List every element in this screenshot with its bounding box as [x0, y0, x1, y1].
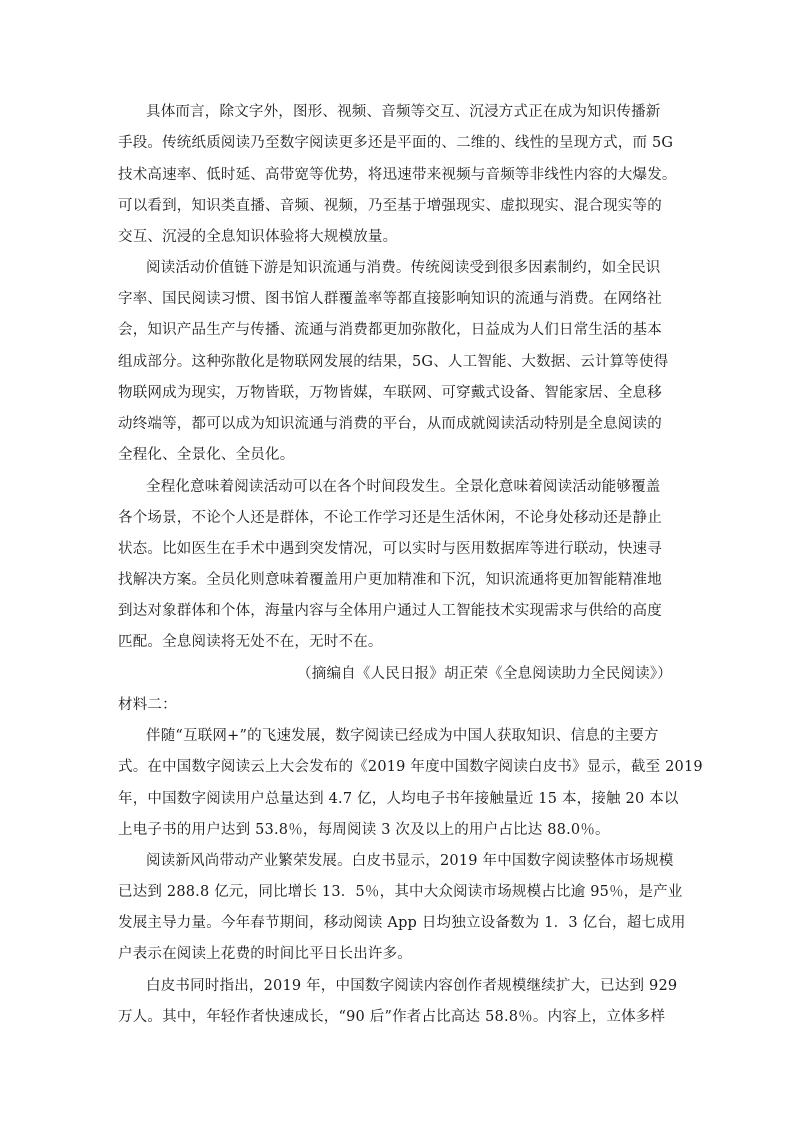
paragraph-line: 手段。传统纸质阅读乃至数字阅读更多还是平面的、二维的、线性的呈现方式，而 5G: [118, 135, 674, 151]
paragraph-line: 状态。比如医生在手术中遇到突发情况，可以实时与医用数据库等进行联动，快速寻: [118, 541, 662, 557]
paragraph-line: 阅读活动价值链下游是知识流通与消费。传统阅读受到很多因素制约，如全民识: [146, 260, 661, 276]
paragraph-line: 交互、沉浸的全息知识体验将大规模放量。: [118, 229, 398, 245]
paragraph-line: 技术高速率、低时延、高带宽等优势，将迅速带来视频与音频等非线性内容的大爆发。: [118, 167, 677, 183]
paragraph-line: 会，知识产品生产与传播、流通与消费都更加弥散化，日益成为人们日常生活的基本: [118, 322, 662, 338]
paragraph-line: 全程化意味着阅读活动可以在各个时间段发生。全景化意味着阅读活动能够覆盖: [146, 479, 661, 495]
paragraph-line: 伴随“互联网+”的飞速发展，数字阅读已经成为中国人获取知识、信息的主要方: [146, 728, 659, 744]
paragraph-line: 万人。其中，年轻作者快速成长，“90 后”作者占比高达 58.8％。内容上，立体多样: [118, 1009, 666, 1025]
paragraph-line: 具体而言，除文字外，图形、视频、音频等交互、沉浸方式正在成为知识传播新: [146, 104, 661, 120]
section-heading: 材料二：: [118, 697, 177, 713]
source-citation: （摘编自《人民日报》胡正荣《全息阅读助力全民阅读》）: [297, 666, 672, 682]
paragraph-line: 上电子书的用户达到 53.8％，每周阅读 3 次及以上的用户占比达 88.0％。: [118, 822, 610, 838]
paragraph-line: 可以看到，知识类直播、音频、视频，乃至基于增强现实、虚拟现实、混合现实等的: [118, 198, 662, 214]
paragraph-line: 组成部分。这种弥散化是物联网发展的结果，5G、人工智能、大数据、云计算等使得: [118, 354, 669, 370]
paragraph-line: 动终端等，都可以成为知识流通与消费的平台，从而成就阅读活动特别是全息阅读的: [118, 416, 662, 432]
paragraph-line: 户表示在阅读上花费的时间比平日长出许多。: [118, 946, 412, 962]
paragraph-line: 到达对象群体和个体，海量内容与全体用户通过人工智能技术实现需求与供给的高度: [118, 603, 662, 619]
paragraph-line: 白皮书同时指出，2019 年，中国数字阅读内容创作者规模继续扩大，已达到 929: [146, 978, 678, 994]
paragraph-line: 匹配。全息阅读将无处不在，无时不在。: [118, 634, 383, 650]
paragraph-line: 式。在中国数字阅读云上大会发布的《2019 年度中国数字阅读白皮书》显示，截至 2019: [118, 759, 703, 775]
paragraph-line: 已达到 288.8 亿元，同比增长 13．5％，其中大众阅读市场规模占比逾 95％，是产业: [118, 884, 683, 900]
paragraph-line: 发展主导力量。今年春节期间，移动阅读 App 日均独立设备数为 1．3 亿台，超七成用: [118, 915, 686, 931]
paragraph-line: 找解决方案。全员化则意味着覆盖用户更加精准和下沉，知识流通将更加智能精准地: [118, 572, 662, 588]
paragraph-line: 年，中国数字阅读用户总量达到 4.7 亿，人均电子书年接触量近 15 本，接触 20 本以: [118, 791, 679, 807]
paragraph-line: 全程化、全景化、全员化。: [118, 447, 295, 463]
paragraph-line: 字率、国民阅读习惯、图书馆人群覆盖率等都直接影响知识的流通与消费。在网络社: [118, 291, 662, 307]
paragraph-line: 各个场景，不论个人还是群体，不论工作学习还是生活休闲，不论身处移动还是静止: [118, 510, 662, 526]
paragraph-line: 物联网成为现实，万物皆联，万物皆媒，车联网、可穿戴式设备、智能家居、全息移: [118, 385, 662, 401]
paragraph-line: 阅读新风尚带动产业繁荣发展。白皮书显示，2019 年中国数字阅读整体市场规模: [146, 853, 674, 869]
